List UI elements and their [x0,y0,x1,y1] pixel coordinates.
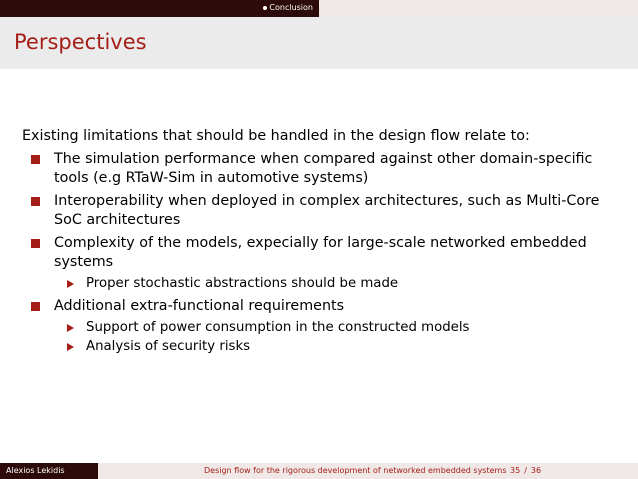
list-item [22,192,622,230]
square-bullet-icon [31,197,40,206]
sub-list-item [54,319,622,337]
list-item [22,234,622,293]
nav-left-panel [0,0,319,17]
sub-item-text: Proper stochastic abstractions should be made [86,276,399,291]
sub-list-item [54,275,622,293]
list-item [22,297,622,356]
page-total: 36 [530,466,542,475]
nav-bullet-icon [263,6,267,10]
triangle-bullet-icon [67,343,74,351]
list-item-text: The simulation performance when compared against other domain-specific tools (e.g RTaW-Sim in automotive systems) [54,151,593,186]
sub-item-text: Support of power consumption in the constructed models [86,320,470,335]
nav-section-label: Conclusion [269,3,313,12]
nav-right-panel [319,0,638,17]
triangle-bullet-icon [67,324,74,332]
sub-list [54,275,622,293]
list-item [22,150,622,188]
page-separator: / [524,466,527,475]
triangle-bullet-icon [67,280,74,288]
list-item-text: Complexity of the models, expecially for large-scale networked embedded systems [54,235,587,270]
list-item-text: Interoperability when deployed in complex architectures, such as Multi-Core SoC architectures [54,193,600,228]
square-bullet-icon [31,155,40,164]
square-bullet-icon [31,302,40,311]
page-current: 35 [510,466,521,475]
slide-content [22,127,622,360]
footer-author: Alexios Lekidis [0,463,98,479]
frame-title: Perspectives [14,30,147,54]
frame-title-bar [0,17,638,69]
top-navigation-bar [0,0,638,17]
sub-list-item [54,338,622,356]
item-list [22,150,622,356]
page-number [510,463,541,479]
list-item-text: Additional extra-functional requirements [54,298,345,314]
footer-right-panel [98,463,638,479]
nav-section-link[interactable] [263,3,313,12]
square-bullet-icon [31,239,40,248]
sub-list [54,319,622,356]
sub-item-text: Analysis of security risks [86,339,251,354]
footer-title: Design flow for the rigorous development of networked embedded systems [204,466,507,475]
footer-bar [0,463,638,479]
intro-text: Existing limitations that should be handled in the design flow relate to: [22,128,530,144]
